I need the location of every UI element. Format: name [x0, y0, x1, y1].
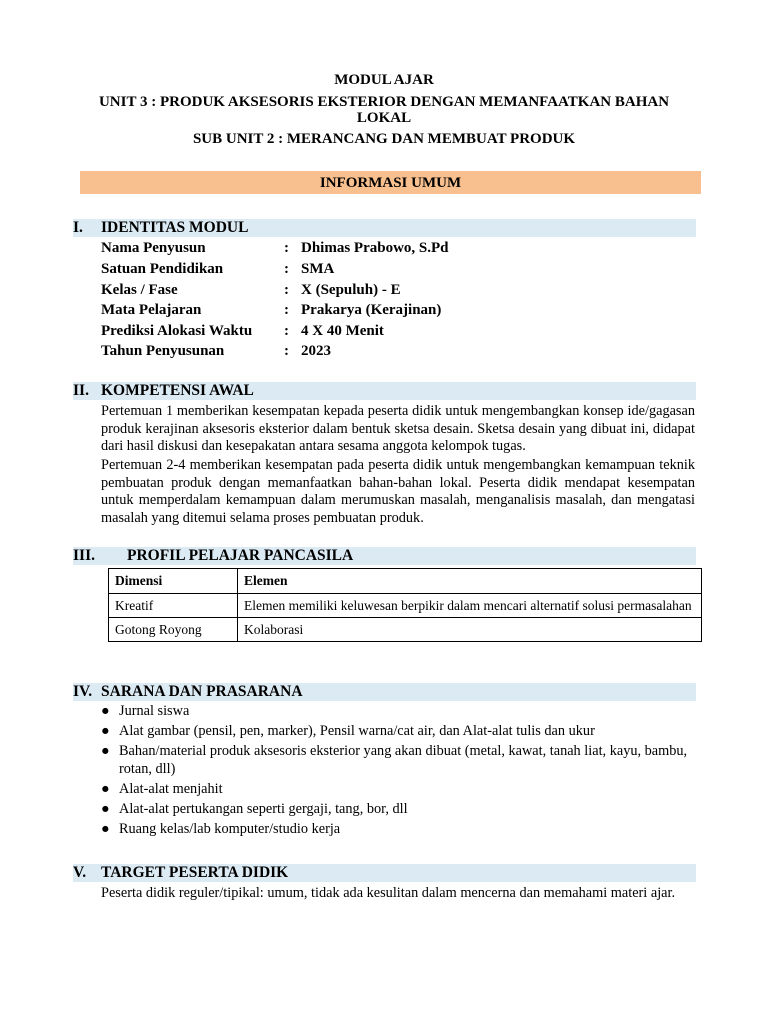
table-header-elemen: Elemen	[238, 569, 702, 594]
identitas-value: Prakarya (Kerajinan)	[301, 302, 442, 318]
list-item	[101, 703, 701, 721]
identitas-colon: :	[284, 240, 289, 256]
identitas-colon: :	[284, 261, 289, 277]
table-cell-dimensi: Gotong Royong	[109, 618, 238, 642]
table-header-row	[109, 569, 702, 594]
sarana-list	[101, 703, 701, 841]
identitas-value: X (Sepuluh) - E	[301, 282, 401, 298]
identitas-colon: :	[284, 302, 289, 318]
bullet-icon: ●	[101, 703, 110, 719]
list-item-text: Jurnal siswa	[119, 703, 190, 719]
list-item	[101, 723, 701, 741]
kompetensi-paragraph-1: Pertemuan 1 memberikan kesempatan kepada peserta didik untuk mengembangkan konsep ide/gagasan produk kerajinan aksesoris eksterior dalam bentuk sketsa desain. Sketsa desain yang dibuat ini, didapat dari hasil diskusi dan kesepakatan antara sesama anggota kelompok tugas.	[101, 403, 695, 454]
list-item-text: Alat-alat pertukangan seperti gergaji, tang, bor, dll	[119, 800, 408, 817]
section-kompetensi-title: KOMPETENSI AWAL	[101, 382, 254, 399]
section-sarana-number: IV.	[73, 683, 93, 700]
list-item-text: Alat-alat menjahit	[119, 780, 223, 797]
table-row	[109, 594, 702, 618]
identitas-colon: :	[284, 282, 289, 298]
table-row	[109, 618, 702, 642]
section-profil-title: PROFIL PELAJAR PANCASILA	[127, 547, 354, 564]
kompetensi-paragraph-2: Pertemuan 2-4 memberikan kesempatan pada peserta didik untuk mengembangkan kemampuan teknik pembuatan produk dengan memanfaatkan bahan-bahan lokal. Peserta didik mendapat kesempatan untuk memperdalam kemampuan dalam merumuskan masalah, menganalisis masalah, dan mengatasi masalah yang ditemui selama proses pembuatan produk.	[101, 457, 695, 526]
list-item-text: Ruang kelas/lab komputer/studio kerja	[119, 820, 341, 837]
bullet-icon: ●	[101, 800, 110, 817]
identitas-label: Nama Penyusun	[101, 240, 206, 256]
section-identitas-number: I.	[73, 219, 83, 236]
list-item	[101, 781, 701, 799]
bullet-icon: ●	[101, 743, 110, 759]
identitas-value: SMA	[301, 261, 335, 277]
table-cell-elemen: Elemen memiliki keluwesan berpikir dalam mencari alternatif solusi permasalahan	[238, 594, 702, 618]
list-item	[101, 801, 701, 819]
section-target-title: TARGET PESERTA DIDIK	[101, 864, 289, 881]
table-cell-dimensi: Kreatif	[109, 594, 238, 618]
identitas-label: Mata Pelajaran	[101, 302, 202, 318]
unit-title-continued: LOKAL	[356, 110, 412, 126]
section-target-number: V.	[73, 864, 87, 881]
bullet-icon: ●	[101, 820, 110, 837]
section-kompetensi-number: II.	[73, 382, 89, 399]
profil-pancasila-table	[108, 568, 702, 642]
list-item-text: Bahan/material produk aksesoris eksterior yang akan dibuat (metal, kawat, tanah liat, kayu, bambu, rotan, dll)	[119, 743, 688, 777]
info-umum-banner: INFORMASI UMUM	[80, 171, 701, 194]
list-item-text: Alat gambar (pensil, pen, marker), Pensil warna/cat air, dan Alat-alat tulis dan ukur	[119, 723, 595, 739]
identitas-value: Dhimas Prabowo, S.Pd	[301, 240, 449, 256]
identitas-label: Prediksi Alokasi Waktu	[101, 323, 253, 339]
unit-title: UNIT 3 : PRODUK AKSESORIS EKSTERIOR DENGAN MEMANFAATKAN BAHAN	[98, 94, 670, 110]
subunit-title: SUB UNIT 2 : MERANCANG DAN MEMBUAT PRODUK	[192, 131, 576, 147]
identitas-value: 2023	[301, 343, 331, 359]
list-item	[101, 743, 701, 778]
section-sarana-title: SARANA DAN PRASARANA	[101, 683, 303, 700]
bullet-icon: ●	[101, 780, 110, 797]
section-identitas-title: IDENTITAS MODUL	[101, 219, 249, 236]
table-header-dimensi: Dimensi	[109, 569, 238, 594]
identitas-label: Kelas / Fase	[101, 282, 178, 298]
section-profil-number: III.	[73, 547, 95, 564]
list-item	[101, 821, 701, 839]
identitas-label: Tahun Penyusunan	[101, 343, 225, 359]
bullet-icon: ●	[101, 723, 110, 739]
identitas-value: 4 X 40 Menit	[301, 323, 384, 339]
identitas-colon: :	[284, 323, 289, 339]
identitas-label: Satuan Pendidikan	[101, 261, 224, 277]
module-title: MODUL AJAR	[334, 72, 434, 88]
target-paragraph: Peserta didik reguler/tipikal: umum, tidak ada kesulitan dalam mencerna dan memahami materi ajar.	[101, 885, 676, 901]
identitas-colon: :	[284, 343, 289, 359]
table-cell-elemen: Kolaborasi	[238, 618, 702, 642]
